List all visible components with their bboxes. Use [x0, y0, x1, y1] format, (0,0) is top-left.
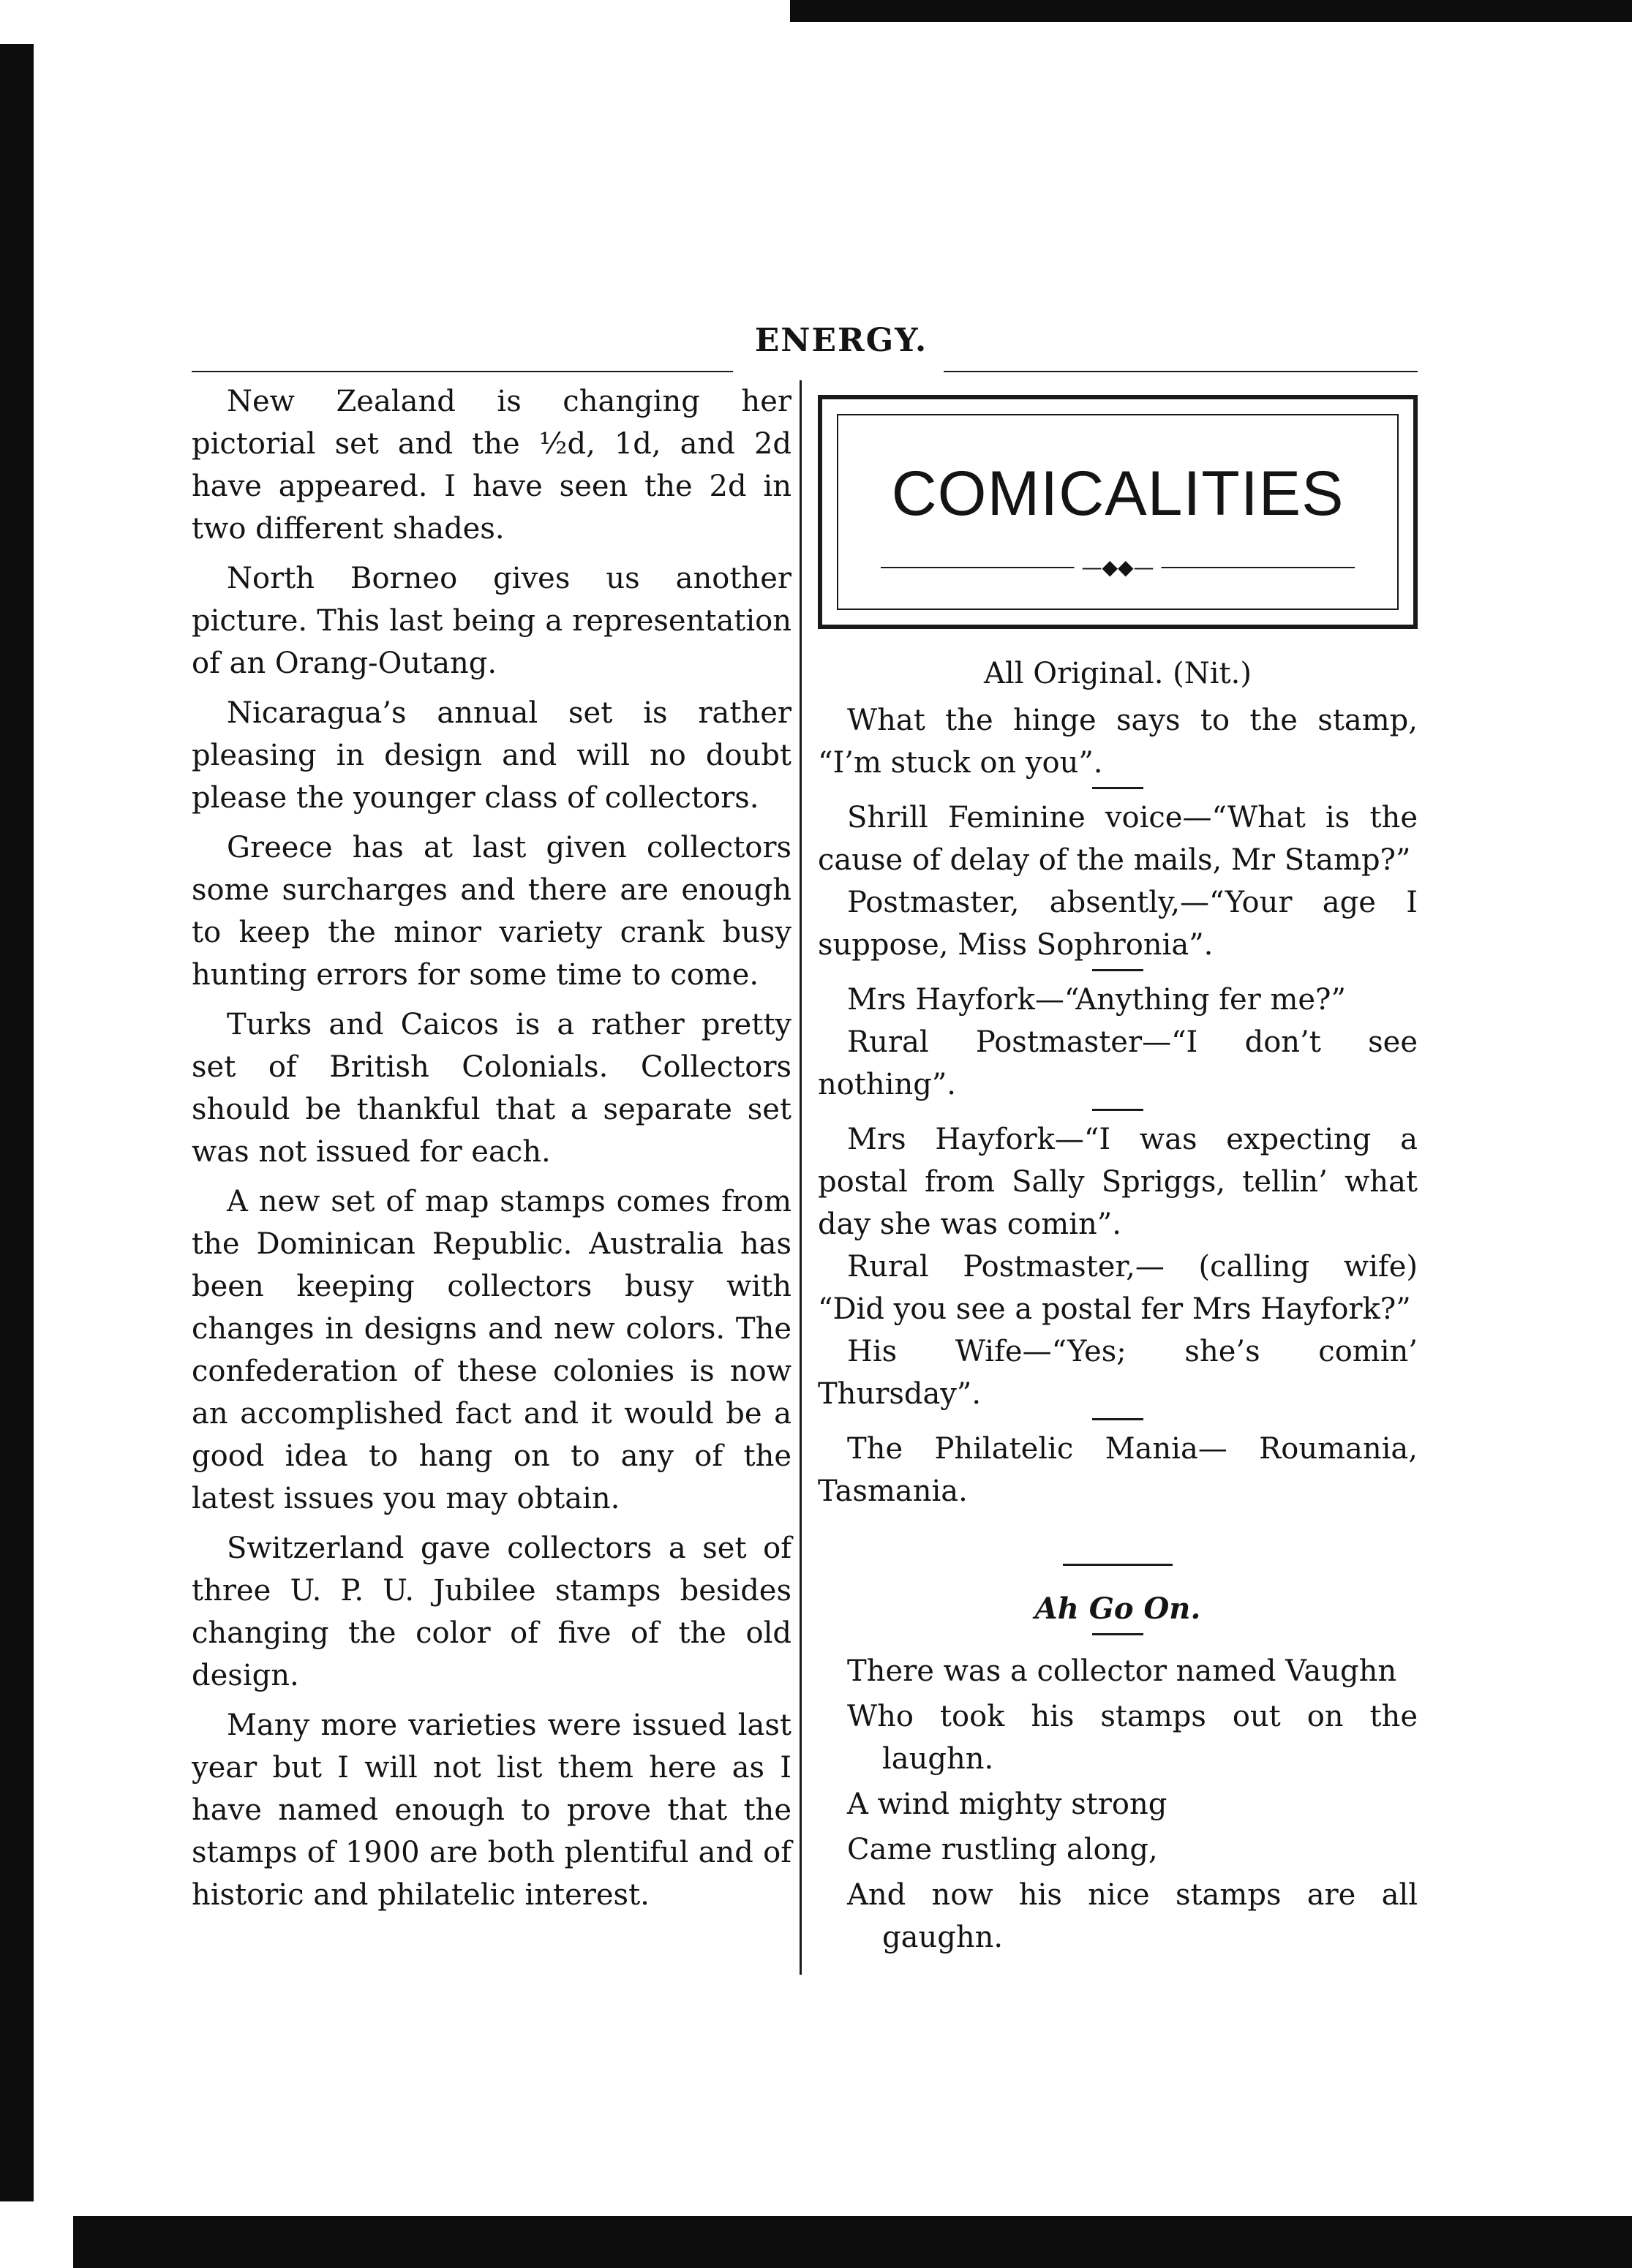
section-title: COMICALITIES: [891, 459, 1345, 529]
paragraph-dominican-australia: A new set of map stamps comes from the Dominican Republic. Australia has been keeping collectors busy with changes in designs and new colors. The confederation of these colonies is now an accomplished fact and it would be a good idea to hang on to any of the latest issues you may obtain.: [192, 1185, 791, 1515]
joke-rural-postmaster: Rural Postmaster—“I don’t see nothing”.: [818, 1025, 1418, 1101]
poem-line: Who took his stamps out on the laughn.: [847, 1700, 1418, 1776]
paragraph-conclusion: Many more varieties were issued last year but I will not list them here as I have named enough to prove that the stamps of 1900 are both plentiful and of historic and philatelic interest.: [192, 1708, 791, 1912]
joke-hinge: What the hinge says to the stamp, “I’m stuck on you”.: [818, 704, 1418, 780]
joke-separator: [1092, 969, 1143, 971]
scan-edge-top: [790, 0, 1632, 22]
paragraph-greece: Greece has at last given collectors some surcharges and there are enough to keep the minor variety crank busy hunting errors for some time to come.: [192, 831, 791, 992]
column-divider: [800, 380, 802, 1975]
header-rule-left: [192, 371, 733, 372]
joke-philatelic-mania: The Philatelic Mania— Roumania, Tasmania.: [818, 1432, 1418, 1508]
joke-postmaster-wife: Rural Postmaster,— (calling wife) “Did you see a postal fer Mrs Hayfork?”: [818, 1250, 1418, 1326]
header-rule-right: [944, 371, 1418, 372]
ornament-icon: —◆◆—: [1074, 557, 1161, 579]
paragraph-new-zealand: New Zealand is changing her pictorial set and the ½d, 1d, and 2d have appeared. I have seen the 2d in two different shades.: [192, 385, 791, 546]
joke-separator: [1092, 787, 1143, 789]
joke-separator: [1092, 1109, 1143, 1111]
joke-shrill-voice: Shrill Feminine voice—“What is the cause of delay of the mails, Mr Stamp?”: [818, 801, 1418, 877]
joke-hayfork-expecting: Mrs Hayfork—“I was expecting a postal from Sally Spriggs, tellin’ what day she was comin”.: [818, 1123, 1418, 1241]
poem-line: And now his nice stamps are all gaughn.: [847, 1878, 1418, 1954]
poem-line: Came rustling along,: [847, 1833, 1158, 1866]
joke-wife-reply: His Wife—“Yes; she’s comin’ Thursday”.: [818, 1335, 1418, 1411]
scan-edge-left: [0, 44, 34, 2201]
paragraph-turks-caicos: Turks and Caicos is a rather pretty set of British Colonials. Collectors should be thankful that a separate set was not issued for each.: [192, 1008, 791, 1169]
paragraph-switzerland: Switzerland gave collectors a set of three U. P. U. Jubilee stamps besides changing the color of five of the old design.: [192, 1532, 791, 1692]
running-header: ENERGY.: [754, 322, 928, 359]
section-separator: [1063, 1564, 1173, 1566]
poem-line: There was a collector named Vaughn: [847, 1654, 1397, 1688]
right-column: [818, 380, 1418, 1962]
scan-edge-bottom: [73, 2216, 1632, 2268]
limerick: [818, 1650, 1418, 1959]
poem-title-separator: [1092, 1633, 1143, 1635]
poem-title: Ah Go On.: [1034, 1591, 1201, 1626]
section-subtitle: All Original. (Nit.): [984, 657, 1252, 690]
joke-hayfork-question: Mrs Hayfork—“Anything fer me?”: [847, 983, 1346, 1017]
joke-postmaster-reply: Postmaster, absently,—“Your age I suppose, Miss Sophronia”.: [818, 886, 1418, 962]
left-column: [192, 380, 791, 1924]
paragraph-nicaragua: Nicaragua’s annual set is rather pleasing in design and will no doubt please the younger class of collectors.: [192, 696, 791, 815]
poem-line: A wind mighty strong: [847, 1787, 1167, 1821]
joke-separator: [1092, 1418, 1143, 1420]
comicalities-title-box: [818, 395, 1418, 629]
paragraph-north-borneo: North Borneo gives us another picture. This last being a representation of an Orang-Outang.: [192, 562, 791, 680]
ornament-divider: [881, 557, 1355, 579]
